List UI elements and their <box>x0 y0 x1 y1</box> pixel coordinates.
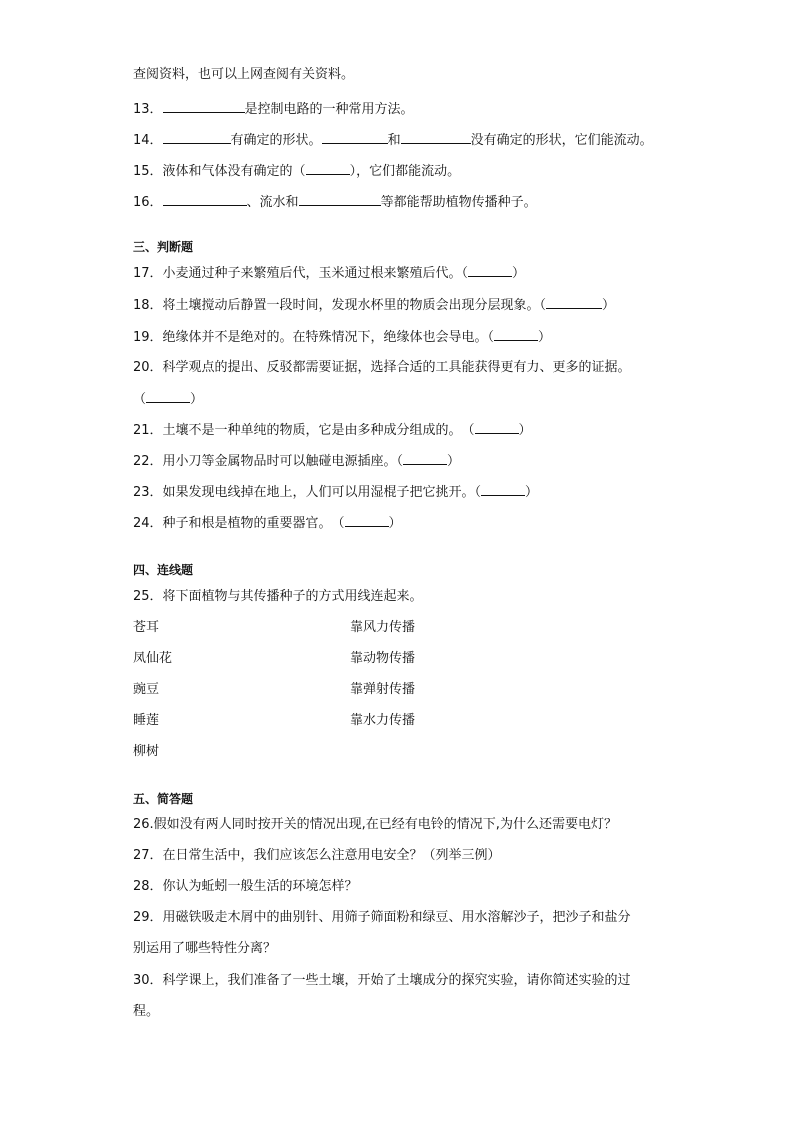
q22-blank[interactable] <box>403 452 447 465</box>
q14-part3: 没有确定的形状，它们能流动。 <box>470 133 653 148</box>
question-30-line-2: 程。 <box>133 1004 160 1019</box>
q20-open: （ <box>133 392 147 407</box>
question-29-line-2: 别运用了哪些特性分离？ <box>133 941 277 956</box>
question-30-line-1: 30．科学课上，我们准备了一些土壤，开始了土壤成分的探究实验，请你简述实验的过 <box>133 973 631 988</box>
plant-item[interactable]: 苍耳 <box>133 620 160 635</box>
question-20 <box>133 359 631 377</box>
q14-part1: 有确定的形状。 <box>230 133 322 148</box>
q22-close: ） <box>447 454 461 469</box>
q20-blank[interactable] <box>146 390 190 403</box>
q21-text: 21．土壤不是一种单纯的物质，它是由多种成分组成的。 （ <box>133 423 475 438</box>
q13-blank[interactable] <box>163 100 245 113</box>
q18-text: 18．将土壤搅动后静置一段时间，发现水杯里的物质会出现分层现象。（ <box>133 298 547 313</box>
plant-item[interactable]: 凤仙花 <box>133 651 173 666</box>
q15-blank[interactable] <box>306 162 350 175</box>
question-24 <box>133 514 402 533</box>
question-23 <box>133 483 538 502</box>
q23-text: 23．如果发现电线掉在地上，人们可以用湿棍子把它挑开。（ <box>133 485 482 500</box>
q16-part1: 、流水和 <box>246 195 299 210</box>
q16-part2: 等都能帮助植物传播种子。 <box>380 195 537 210</box>
plant-item[interactable]: 豌豆 <box>133 682 160 697</box>
q17-close: ） <box>512 266 526 281</box>
q24-blank[interactable] <box>345 514 389 527</box>
q13-number: 13． <box>133 102 163 117</box>
question-22 <box>133 452 460 471</box>
q21-blank[interactable] <box>475 421 519 434</box>
q19-blank[interactable] <box>494 328 538 341</box>
q14-blank-1[interactable] <box>163 131 231 144</box>
question-29-line-1: 29．用磁铁吸走木屑中的曲别针、用筛子筛面粉和绿豆、用水溶解沙子，把沙子和盐分 <box>133 910 631 925</box>
section-4-title: 四、连线题 <box>133 563 194 577</box>
q22-text: 22．用小刀等金属物品时可以触碰电源插座。（ <box>133 454 404 469</box>
question-27: 27．在日常生活中，我们应该怎么注意用电安全？（列举三例） <box>133 848 501 863</box>
q14-part2: 和 <box>387 133 401 148</box>
question-18 <box>133 296 615 315</box>
q16-number: 16． <box>133 195 163 210</box>
plant-item[interactable]: 睡莲 <box>133 713 160 728</box>
q24-text: 24．种子和根是植物的重要器官。 （ <box>133 516 345 531</box>
q23-close: ） <box>525 485 539 500</box>
q13-text: 是控制电路的一种常用方法。 <box>244 102 414 117</box>
method-item[interactable]: 靠弹射传播 <box>350 682 416 697</box>
question-13 <box>133 100 414 119</box>
q16-blank-1[interactable] <box>163 193 247 206</box>
question-20-answer <box>133 390 203 409</box>
q15-after: ），它们都能流动。 <box>349 164 461 179</box>
intro-continuation: 查阅资料，也可以上网查阅有关资料。 <box>133 67 355 82</box>
q16-blank-2[interactable] <box>299 193 381 206</box>
question-28: 28．你认为蚯蚓一般生活的环境怎样？ <box>133 879 358 894</box>
q15-number: 15． <box>133 164 163 179</box>
question-14 <box>133 131 653 150</box>
section-5-title: 五、简答题 <box>133 792 194 806</box>
q24-close: ） <box>388 516 402 531</box>
q17-text: 17．小麦通过种子来繁殖后代，玉米通过根来繁殖后代。（ <box>133 266 469 281</box>
question-25: 25．将下面植物与其传播种子的方式用线连起来。 <box>133 589 423 604</box>
q20-text: 20．科学观点的提出、反驳都需要证据，选择合适的工具能获得更有力、更多的证据。 <box>133 360 631 375</box>
q14-blank-3[interactable] <box>401 131 471 144</box>
question-15 <box>133 162 460 181</box>
q19-text: 19．绝缘体并不是绝对的。在特殊情况下，绝缘体也会导电。（ <box>133 330 495 345</box>
method-item[interactable]: 靠风力传播 <box>350 620 416 635</box>
q18-close: ） <box>602 298 616 313</box>
q14-blank-2[interactable] <box>322 131 388 144</box>
question-17 <box>133 264 525 283</box>
method-item[interactable]: 靠动物传播 <box>350 651 416 666</box>
question-19 <box>133 328 551 347</box>
q15-before: 液体和气体没有确定的（ <box>162 164 306 179</box>
q17-blank[interactable] <box>468 264 512 277</box>
q18-blank[interactable] <box>546 296 602 309</box>
q20-close: ） <box>190 392 204 407</box>
section-3-title: 三、判断题 <box>133 240 194 254</box>
question-26: 26.假如没有两人同时按开关的情况出现,在已经有电铃的情况下,为什么还需要电灯？ <box>133 817 617 832</box>
plant-item[interactable]: 柳树 <box>133 744 160 759</box>
q23-blank[interactable] <box>481 483 525 496</box>
question-16 <box>133 193 537 212</box>
q21-close: ） <box>518 423 532 438</box>
method-item[interactable]: 靠水力传播 <box>350 713 416 728</box>
question-21 <box>133 421 532 440</box>
q19-close: ） <box>538 330 552 345</box>
q14-number: 14． <box>133 133 163 148</box>
